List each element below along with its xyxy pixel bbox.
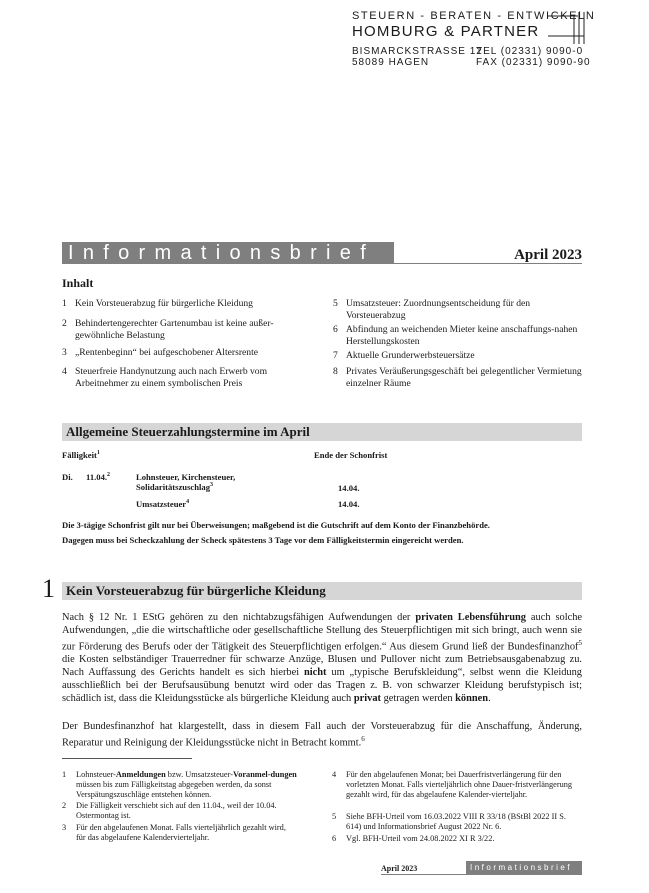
toc-item-5[interactable]: [333, 298, 583, 322]
tax-row-1-label: Lohnsteuer, Kirchensteuer,: [136, 472, 236, 482]
footnote-2: [62, 801, 297, 821]
toc-text: „Rentenbeginn“ bei aufgeschobener Altersrente: [75, 347, 259, 358]
toc-text: Umsatzsteuer: Zuordnungsentscheidung für den Vorsteuerabzug: [346, 298, 531, 321]
tax-row-1-label-text: Solidaritätszuschlag: [136, 482, 211, 492]
firm-logo-icon: [548, 12, 588, 44]
due-label: Fälligkeit: [62, 450, 97, 460]
toc-item-7[interactable]: [333, 350, 583, 362]
toc-number: 3: [62, 347, 67, 358]
toc-number: 8: [333, 366, 338, 377]
toc-number: 1: [62, 298, 67, 309]
footnote-text: Für den abgelaufenen Monat; bei Dauerfristverlängerung für den vorletzten Monat. Falls vierteljährlich ohne Dauer-fristverlängerung gezahlt wird, für das abgelaufene Kalender-vierteljahr.: [346, 770, 573, 799]
fn1-e: müssen bis zum Fälligkeitstag abgegeben werden, da sonst Verspätungszuschläge entstehen können.: [76, 780, 272, 799]
footnote-number: 3: [62, 823, 67, 832]
toc-text: Aktuelle Grunderwerbsteuersätze: [346, 350, 475, 361]
toc-text: Kein Vorsteuerabzug für bürgerliche Kleidung: [75, 298, 253, 309]
footnote-text: Die Fälligkeit verschiebt sich auf den 11.04., weil der 10.04. Ostermontag ist.: [76, 801, 277, 820]
grace-period-note-1: Die 3-tägige Schonfrist gilt nur bei Überweisungen; maßgebend ist die Gutschrift auf dem Konto der Finanzbehörde.: [62, 520, 490, 530]
p1-text-j: .: [488, 693, 491, 705]
p1-text-d: die Kosten selbständiger Trauerredner für schwarze Anzüge, Blusen und Pullover nicht zum Betriebsausgabenabzug zu. Nach Auffassung des Gerichts handelt es sich hierbei: [62, 654, 582, 679]
footnote-text: Vgl. BFH-Urteil vom 24.08.2022 XI R 3/22.: [346, 834, 495, 843]
fn1-d: Voranmel-dungen: [232, 770, 297, 779]
fn1-c: bzw. Umsatzsteuer-: [165, 770, 233, 779]
toc-text: Behindertengerechter Gartenumbau ist keine außer-gewöhnliche Belastung: [75, 318, 274, 341]
footnote-6: [332, 834, 582, 844]
footnote-3: [62, 823, 297, 843]
due-date: [86, 472, 110, 482]
p1-bold-nicht: nicht: [303, 667, 327, 679]
toc-text: Abfindung an weichenden Mieter keine anschaffungs-nahen Herstellungskosten: [346, 324, 578, 347]
due-sup: 1: [96, 450, 100, 457]
footnote-number: 6: [332, 834, 337, 843]
footnote-rule: [62, 758, 192, 759]
tax-row-2-sup: 4: [186, 499, 190, 506]
p1-text-c: auch solche Aufwendungen, „die die wirtschaftliche oder gesellschaftliche Stellung des Steuerpflichtigen mit sich bringt, auch wenn sie zur Förderung des Berufs oder der Tätigkeit des Steuerpflichtigen erfolgen.“ Aus diesem Grund ließ der Bundesfinanzhof: [62, 612, 582, 653]
p2-text: Der Bundesfinanzhof hat klargestellt, dass in diesem Fall auch der Vorsteuerabzug für die Anschaffung, Änderung, Reparatur und Reinigung der Kleidungsstücke nicht in Betracht kommt.: [62, 721, 582, 749]
p1-text-h: getragen werden: [380, 693, 456, 705]
toc-item-4[interactable]: [62, 366, 287, 390]
toc-text: Steuerfreie Handynutzung auch nach Erwerb vom Arbeitnehmer zu einem symbolischen Preis: [75, 366, 268, 389]
p2-footnote-ref: 6: [361, 735, 365, 743]
fn1-a: Lohnsteuer-: [76, 770, 116, 779]
article-number: 1: [42, 574, 55, 603]
toc-item-3[interactable]: [62, 347, 287, 359]
toc-item-8[interactable]: [333, 366, 583, 390]
footer-date: April 2023: [381, 864, 418, 873]
firm-street: BISMARCKSTRASSE 12: [352, 46, 483, 57]
tax-row-1-sup: 3: [210, 482, 214, 489]
footnote-5: [332, 812, 582, 832]
footnote-text: [76, 770, 297, 800]
toc-item-6[interactable]: [333, 324, 583, 348]
grace-period-note-2: Dagegen muss bei Scheckzahlung der Scheck spätestens 3 Tage vor dem Fälligkeitstermin eingereicht werden.: [62, 535, 464, 545]
toc-text: Privates Veräußerungsgeschäft bei gelegentlicher Vermietung einzelner Räume: [346, 366, 582, 389]
article-paragraph-1: [62, 611, 582, 705]
newsletter-title: Informationsbrief: [62, 242, 394, 264]
footnote-number: 1: [62, 770, 67, 779]
payment-section-title: Allgemeine Steuerzahlungstermine im April: [66, 424, 310, 439]
tax-row-2-label: [136, 499, 189, 509]
p1-bold-private: privaten Lebensführung: [415, 612, 526, 623]
due-date-text: 11.04.: [86, 472, 108, 482]
end-column-header: Ende der Schonfrist: [314, 450, 388, 460]
footer-label: Informationsbrief: [466, 861, 582, 874]
toc-number: 2: [62, 318, 67, 329]
toc-item-2[interactable]: [62, 318, 287, 342]
footnote-4: [332, 770, 582, 800]
p1-bold-koennen: können: [455, 693, 489, 705]
p1-bold-privat: privat: [353, 693, 381, 705]
due-column-header: [62, 450, 100, 460]
toc-item-1[interactable]: [62, 298, 287, 310]
footnote-text: Für den abgelaufenen Monat. Falls vierteljährlich gezahlt wird, für das abgelaufene Kalendervierteljahr.: [76, 823, 286, 842]
toc-number: 5: [333, 298, 338, 309]
fn1-b: Anmeldungen: [115, 770, 166, 779]
footnote-1: [62, 770, 297, 800]
firm-city: 58089 HAGEN: [352, 57, 430, 68]
footer-rule: [381, 874, 582, 875]
tax-row-2-label-text: Umsatzsteuer: [136, 499, 187, 509]
toc-number: 6: [333, 324, 338, 335]
article-paragraph-2: [62, 720, 582, 749]
p1-footnote-ref: 5: [578, 639, 582, 647]
footnote-number: 2: [62, 801, 67, 810]
tax-row-1-end: 14.04.: [338, 483, 360, 493]
firm-name: HOMBURG & PARTNER: [352, 23, 540, 40]
issue-date: April 2023: [514, 247, 582, 263]
footnote-number: 4: [332, 770, 337, 779]
toc-number: 4: [62, 366, 67, 377]
footnote-number: 5: [332, 812, 337, 821]
due-date-sup: 2: [107, 472, 111, 479]
article-title: Kein Vorsteuerabzug für bürgerliche Kleidung: [66, 583, 326, 598]
firm-tagline: STEUERN - BERATEN - ENTWICKELN: [352, 10, 596, 22]
toc-number: 7: [333, 350, 338, 361]
toc-heading: Inhalt: [62, 276, 94, 290]
p1-text-a: Nach § 12 Nr. 1 EStG gehören zu den nichtabzugsfähigen Aufwendungen der: [62, 612, 416, 623]
tax-row-2-end: 14.04.: [338, 499, 360, 509]
p1-text-f: um „typische Berufskleidung“, selbst wenn die Kleidung ausschließlich bei der Berufsausübung benutzt wird oder das Tragen z. B. von schwarzer Kleidung berufstypisch ist; schädlich ist, dass die Kleidungsstücke als bürgerliche Kleidung auch: [62, 667, 582, 705]
firm-fax: FAX (02331) 9090-90: [476, 57, 591, 68]
footnote-text: Siehe BFH-Urteil vom 16.03.2022 VIII R 33/18 (BStBl 2022 II S. 614) und Informationsbrief August 2022 Nr. 6.: [346, 812, 566, 831]
firm-tel: TEL (02331) 9090-0: [476, 46, 584, 57]
due-day: Di.: [62, 472, 73, 482]
tax-row-1-label-2: [136, 482, 213, 492]
